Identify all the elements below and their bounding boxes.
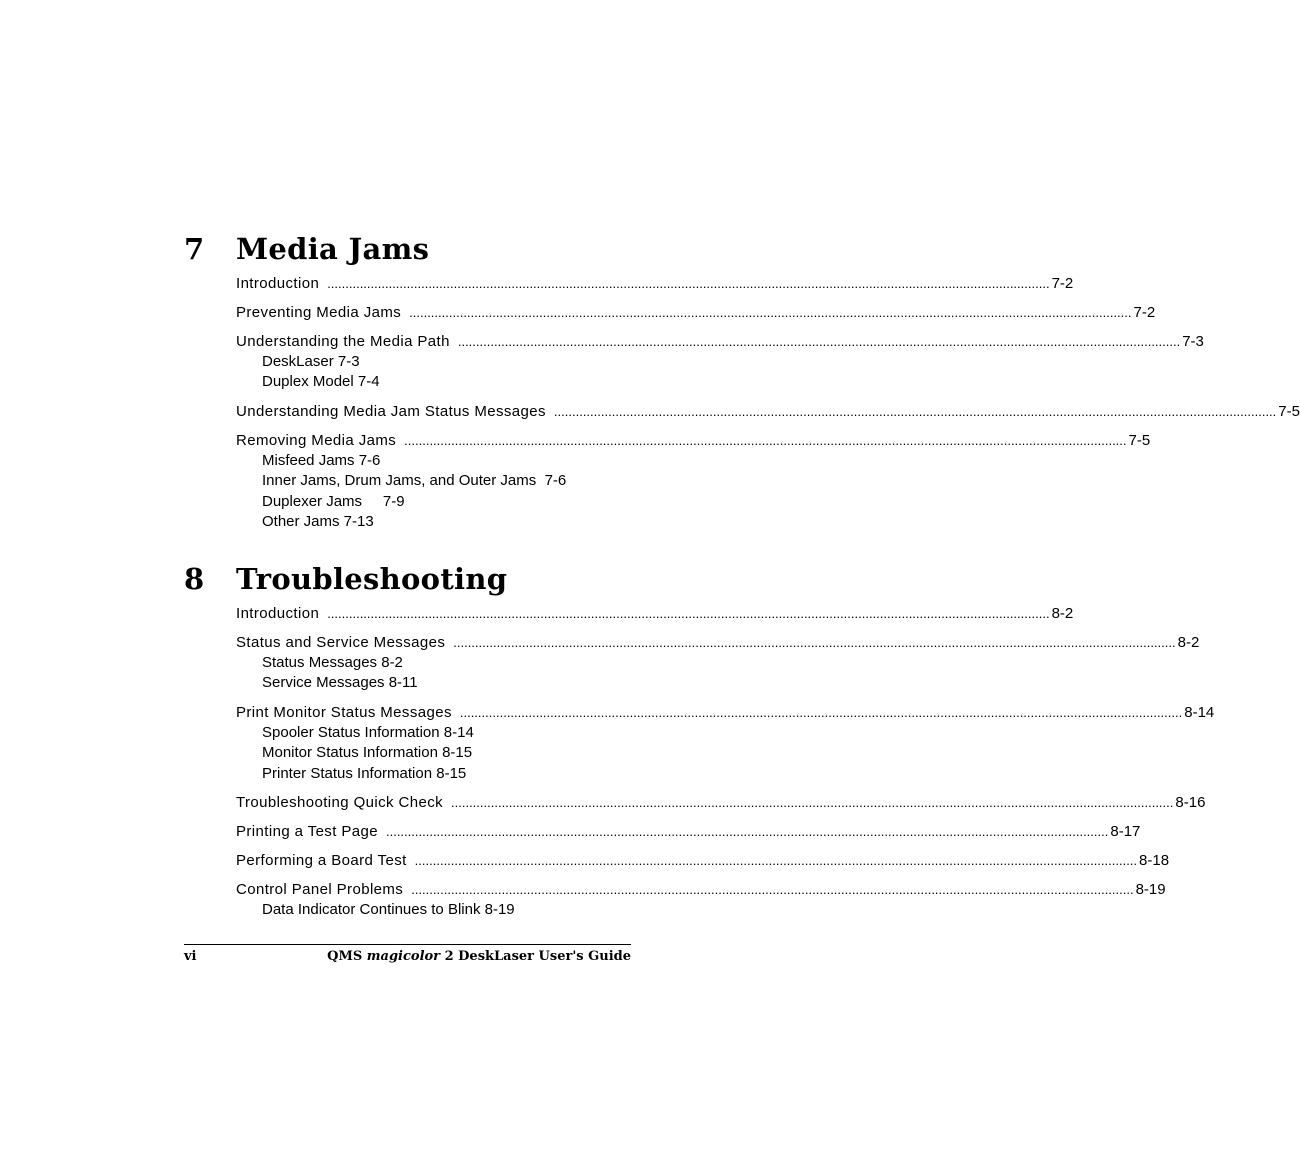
toc-subentry[interactable]: Printer Status Information 8-15 xyxy=(262,764,467,782)
toc-main-line[interactable] xyxy=(236,822,1141,842)
dot-leader: ........................................................................................................................................................................................................ xyxy=(411,882,1134,898)
toc-main-line[interactable] xyxy=(236,274,1074,294)
dot-leader: ........................................................................................................................................................................................................ xyxy=(459,704,1183,720)
toc-page-number: 8-14 xyxy=(1184,703,1215,721)
footer-book-title xyxy=(327,949,631,964)
toc-main-line[interactable] xyxy=(236,851,1170,871)
toc-entry-label: Understanding Media Jam Status Messages xyxy=(236,402,546,420)
footer-page-number: vi xyxy=(184,949,197,964)
toc-entry xyxy=(236,604,1074,624)
dot-leader: ........................................................................................................................................................................................................ xyxy=(327,606,1050,621)
toc-main-line[interactable] xyxy=(236,703,1215,723)
chapter-heading xyxy=(184,559,684,599)
toc-subentry[interactable]: Other Jams 7-13 xyxy=(262,513,374,531)
toc-entry xyxy=(236,851,1170,871)
toc-page-number: 8-18 xyxy=(1139,852,1170,870)
footer-title-prefix: QMS xyxy=(327,949,367,964)
toc-entry xyxy=(236,703,1215,784)
chapter-number: 7 xyxy=(184,232,205,266)
toc-entry-label: Understanding the Media Path xyxy=(236,333,450,350)
dot-leader: ........................................................................................................................................................................................................ xyxy=(385,824,1109,840)
toc-subentry[interactable]: Spooler Status Information 8-14 xyxy=(262,723,474,741)
chapter-8-section xyxy=(184,559,1215,920)
chapter-heading xyxy=(184,229,684,269)
chapter-number: 8 xyxy=(184,562,205,596)
toc-entry xyxy=(236,633,1200,694)
toc-page-number: 8-19 xyxy=(1135,881,1166,899)
toc-entry xyxy=(236,402,1300,422)
toc-page-number: 8-17 xyxy=(1110,823,1141,841)
toc-entry xyxy=(236,431,1151,533)
toc-page-number: 7-5 xyxy=(1278,402,1300,420)
toc-main-line[interactable] xyxy=(236,604,1074,624)
toc-entry-label: Preventing Media Jams xyxy=(236,304,402,321)
toc-subentry[interactable]: Duplexer Jams 7-9 xyxy=(262,492,405,510)
toc-entry-label: Introduction xyxy=(236,275,320,292)
toc-page-number: 8-16 xyxy=(1175,794,1206,812)
dot-leader: ........................................................................................................................................................................................................ xyxy=(414,853,1138,869)
toc-subentry[interactable]: Inner Jams, Drum Jams, and Outer Jams 7-6 xyxy=(262,472,567,490)
dot-leader: ........................................................................................................................................................................................................ xyxy=(553,403,1277,419)
toc-entries xyxy=(236,274,1300,532)
toc-main-line[interactable] xyxy=(236,880,1166,900)
toc-main-line[interactable] xyxy=(236,793,1206,813)
toc-main-line[interactable] xyxy=(236,633,1200,653)
toc-entry xyxy=(236,793,1206,813)
dot-leader: ........................................................................................................................................................................................................ xyxy=(451,795,1174,811)
toc-entry xyxy=(236,303,1156,323)
toc-page-number: 7-3 xyxy=(1182,333,1204,350)
toc-page-number: 7-2 xyxy=(1051,275,1074,292)
toc-entry-label: Troubleshooting Quick Check xyxy=(236,794,444,812)
toc-entry-label: Control Panel Problems xyxy=(236,881,404,899)
toc-page-number: 7-2 xyxy=(1133,304,1156,321)
chapter-7-section xyxy=(184,229,1300,532)
dot-leader: ........................................................................................................................................................................................................ xyxy=(327,276,1050,291)
toc-entries xyxy=(236,604,1215,920)
dot-leader: ........................................................................................................................................................................................................ xyxy=(409,305,1132,320)
toc-subentry[interactable]: Misfeed Jams 7-6 xyxy=(262,451,381,469)
toc-entry xyxy=(236,822,1141,842)
toc-main-line[interactable] xyxy=(236,431,1151,451)
toc-main-line[interactable] xyxy=(236,303,1156,323)
toc-entry xyxy=(236,880,1166,920)
toc-subentry[interactable]: Data Indicator Continues to Blink 8-19 xyxy=(262,901,515,919)
toc-entry-label: Print Monitor Status Messages xyxy=(236,703,452,721)
toc-entry-label: Performing a Board Test xyxy=(236,852,407,870)
toc-main-line[interactable] xyxy=(236,402,1300,422)
toc-entry-label: Printing a Test Page xyxy=(236,823,378,841)
toc-subentry[interactable]: Status Messages 8-2 xyxy=(262,654,403,671)
dot-leader: ........................................................................................................................................................................................................ xyxy=(453,635,1176,650)
toc-subentry[interactable]: DeskLaser 7-3 xyxy=(262,353,360,370)
toc-entry xyxy=(236,332,1204,393)
toc-subentry[interactable]: Duplex Model 7-4 xyxy=(262,373,380,391)
toc-entry-label: Removing Media Jams xyxy=(236,431,397,449)
dot-leader: ........................................................................................................................................................................................................ xyxy=(404,432,1127,448)
toc-entry-label: Status and Service Messages xyxy=(236,634,446,651)
toc-page-number: 8-2 xyxy=(1051,605,1074,622)
chapter-title: Troubleshooting xyxy=(236,562,508,596)
footer-rule xyxy=(184,944,631,945)
toc-subentry[interactable]: Service Messages 8-11 xyxy=(262,674,418,692)
toc-subentry[interactable]: Monitor Status Information 8-15 xyxy=(262,744,473,762)
footer-title-italic: magicolor xyxy=(366,949,441,964)
toc-entry xyxy=(236,274,1074,294)
toc-entry-label: Introduction xyxy=(236,605,320,622)
dot-leader: ........................................................................................................................................................................................................ xyxy=(457,334,1181,349)
toc-page-number: 7-5 xyxy=(1128,431,1151,449)
footer-title-suffix: 2 DeskLaser User's Guide xyxy=(440,949,631,964)
chapter-title: Media Jams xyxy=(236,232,430,266)
toc-main-line[interactable] xyxy=(236,332,1204,352)
toc-page-number: 8-2 xyxy=(1177,634,1200,651)
